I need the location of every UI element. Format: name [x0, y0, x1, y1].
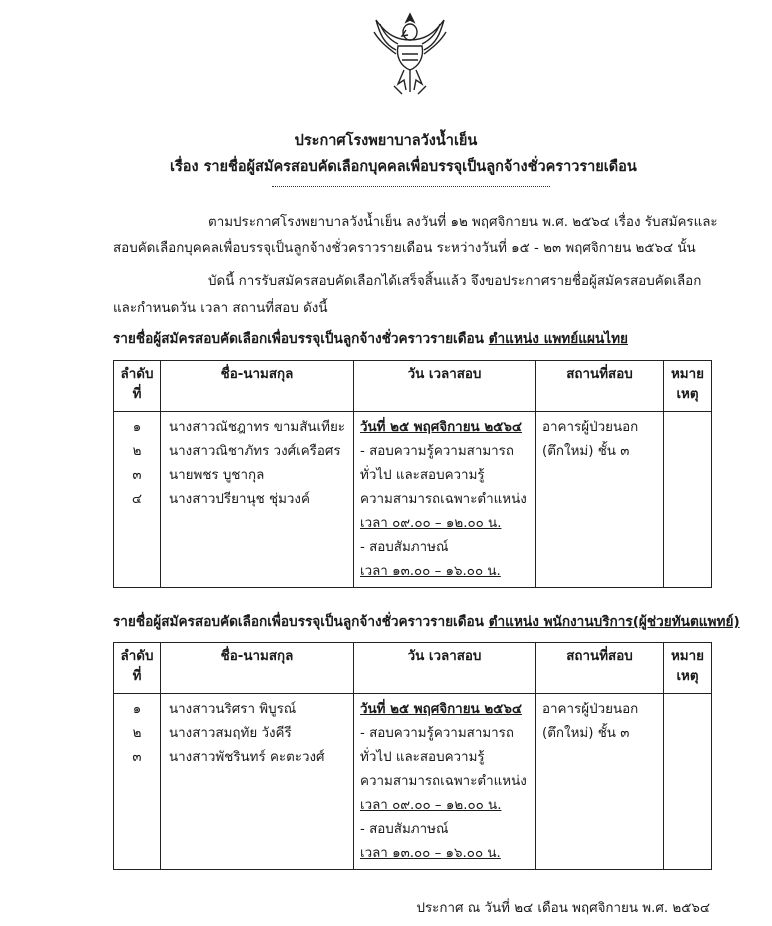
exam-date: วันที่ ๒๕ พฤศจิกายน ๒๕๖๔ — [360, 420, 522, 435]
schedule-cell: วันที่ ๒๕ พฤศจิกายน ๒๕๖๔ - สอบความรู้ความสามารถ ทั่วไป และสอบความรู้ ความสามารถเฉพาะตำแหน่ง เวลา ๐๙.๐๐ – ๑๒.๐๐ น. - สอบสัมภาษณ์ เวลา ๑๓.๐๐ – ๑๖.๐๐ น. — [354, 412, 536, 588]
garuda-emblem-icon — [366, 10, 454, 96]
section-heading-thai-traditional-medicine — [113, 327, 628, 349]
announcement-title: ประกาศโรงพยาบาลวังน้ำเย็น — [294, 133, 478, 149]
header-note: หมาย เหตุ — [664, 361, 712, 412]
table-row — [114, 694, 712, 870]
header-place: สถานที่สอบ — [536, 643, 664, 694]
table-header-row — [114, 361, 712, 412]
candidate-name: นางสาวปรียานุช ชุ่มวงค์ — [169, 492, 310, 507]
name-cell — [161, 412, 354, 588]
table-row — [114, 412, 712, 588]
name-cell — [161, 694, 354, 870]
header-name: ชื่อ-นามสกุล — [161, 361, 354, 412]
number-cell: ๑ ๒ ๓ — [114, 694, 161, 870]
section-heading-position: ตำแหน่ง พนักงานบริการ(ผู้ช่วยทันตแพทย์) — [488, 614, 740, 630]
section-heading-prefix: รายชื่อผู้สมัครสอบคัดเลือกเพื่อบรรจุเป็นลูกจ้างชั่วคราวรายเดือน — [113, 331, 489, 347]
place-cell: อาคารผู้ป่วยนอก (ตึกใหม่) ชั้น ๓ — [536, 412, 664, 588]
note-cell — [664, 412, 712, 588]
candidate-name: นางสาวณัชฎาทร ขามสันเทียะ — [169, 420, 345, 435]
exam-time: เวลา ๐๙.๐๐ – ๑๒.๐๐ น. — [360, 798, 502, 813]
intro-paragraph-line-2: สอบคัดเลือกบุคคลเพื่อบรรจุเป็นลูกจ้างชั่วคราวรายเดือน ระหว่างวันที่ ๑๕ - ๒๓ พฤศจิกายน ๒๕๖๔ นั้น — [113, 241, 696, 256]
intro-paragraph-line-1: ตามประกาศโรงพยาบาลวังน้ำเย็น ลงวันที่ ๑๒ พฤศจิกายน พ.ศ. ๒๕๖๔ เรื่อง รับสมัครและ — [208, 215, 718, 230]
place-cell: อาคารผู้ป่วยนอก (ตึกใหม่) ชั้น ๓ — [536, 694, 664, 870]
interview-time: เวลา ๑๓.๐๐ – ๑๖.๐๐ น. — [360, 846, 501, 861]
header-note: หมาย เหตุ — [664, 643, 712, 694]
schedule-cell: วันที่ ๒๕ พฤศจิกายน ๒๕๖๔ - สอบความรู้ความสามารถ ทั่วไป และสอบความรู้ ความสามารถเฉพาะตำแหน่ง เวลา ๐๙.๐๐ – ๑๒.๐๐ น. - สอบสัมภาษณ์ เวลา ๑๓.๐๐ – ๑๖.๐๐ น. — [354, 694, 536, 870]
header-name: ชื่อ-นามสกุล — [161, 643, 354, 694]
exam-date: วันที่ ๒๕ พฤศจิกายน ๒๕๖๔ — [360, 702, 522, 717]
title-divider — [272, 186, 550, 187]
header-date: วัน เวลาสอบ — [354, 643, 536, 694]
section-heading-prefix: รายชื่อผู้สมัครสอบคัดเลือกเพื่อบรรจุเป็นลูกจ้างชั่วคราวรายเดือน — [113, 614, 489, 630]
announcement-subject: เรื่อง รายชื่อผู้สมัครสอบคัดเลือกบุคคลเพื่อบรรจุเป็นลูกจ้างชั่วคราวรายเดือน — [170, 159, 637, 175]
header-no: ลำดับ ที่ — [114, 361, 161, 412]
section-heading-dental-assistant — [113, 610, 740, 632]
exam-time: เวลา ๐๙.๐๐ – ๑๒.๐๐ น. — [360, 516, 502, 531]
notice-paragraph-line-1: บัดนี้ การรับสมัครสอบคัดเลือกได้เสร็จสิ้นแล้ว จึงขอประกาศรายชื่อผู้สมัครสอบคัดเลือก — [208, 274, 702, 289]
candidate-table-dental-assistant — [113, 642, 712, 870]
header-place: สถานที่สอบ — [536, 361, 664, 412]
interview-time: เวลา ๑๓.๐๐ – ๑๖.๐๐ น. — [360, 564, 501, 579]
number-cell: ๑ ๒ ๓ ๔ — [114, 412, 161, 588]
candidate-table-thai-traditional-medicine — [113, 360, 712, 588]
announcement-date-footer: ประกาศ ณ วันที่ ๒๔ เดือน พฤศจิกายน พ.ศ. ๒๕๖๔ — [416, 901, 710, 916]
candidate-name: นางสาวพัชรินทร์ คะตะวงศ์ — [169, 750, 325, 765]
candidate-name: นายพชร บูชากุล — [169, 468, 265, 483]
header-no: ลำดับ ที่ — [114, 643, 161, 694]
section-heading-position: ตำแหน่ง แพทย์แผนไทย — [488, 331, 628, 347]
table-header-row — [114, 643, 712, 694]
candidate-name: นางสาวนริศรา พิบูรณ์ — [169, 702, 297, 717]
note-cell — [664, 694, 712, 870]
candidate-name: นางสาวณิชาภัทร วงศ์เครือศร — [169, 444, 341, 459]
notice-paragraph-line-2: และกำหนดวัน เวลา สถานที่สอบ ดังนี้ — [113, 301, 328, 316]
candidate-name: นางสาวสมฤทัย วังคีรี — [169, 726, 292, 741]
header-date: วัน เวลาสอบ — [354, 361, 536, 412]
